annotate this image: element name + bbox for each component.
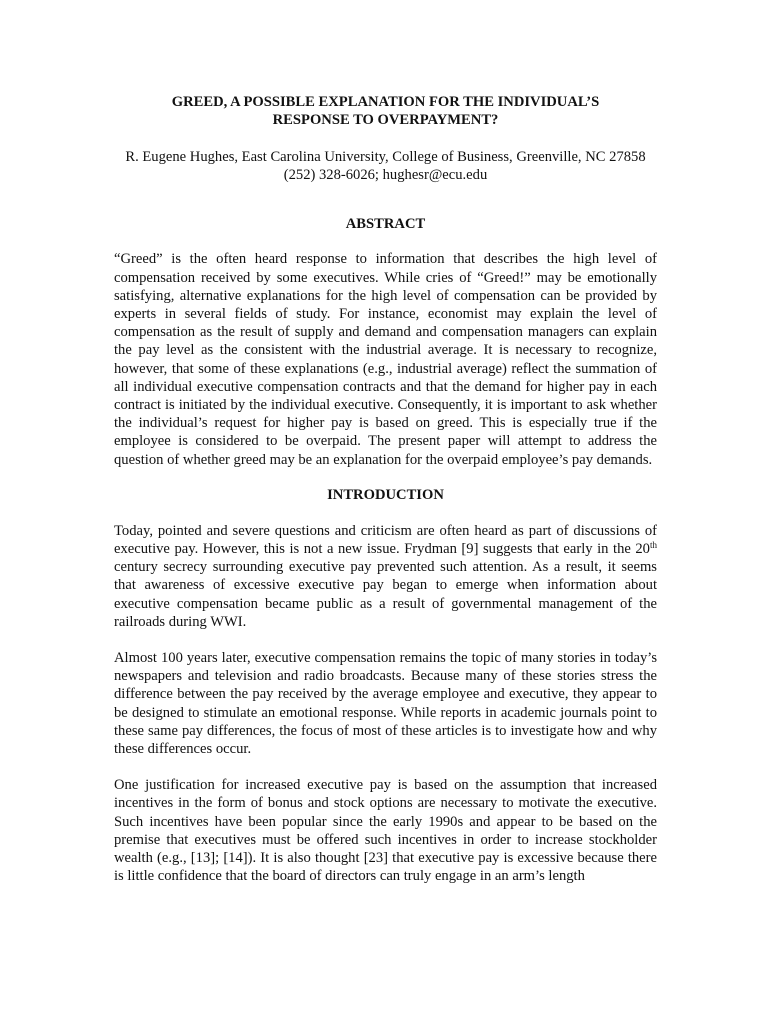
paper-title-line-1: GREED, A POSSIBLE EXPLANATION FOR THE INDIVIDUAL’S (171, 94, 600, 110)
paper-title (114, 93, 657, 129)
author-affiliation: R. Eugene Hughes, East Carolina University, College of Business, Greenville, NC 27858 (125, 149, 646, 165)
introduction-heading: INTRODUCTION (327, 486, 444, 503)
author-contact: (252) 328-6026; hughesr@ecu.edu (283, 167, 488, 184)
intro-paragraph-2: Almost 100 years later, executive compensation remains the topic of many stories in today’s newspapers and television and radio broadcasts. Because many of these stories stress the difference between the pay received by the average employee and executive, they appear to be designed to stimulate an emotional response. While reports in academic journals point to these same pay differences, the focus of most of these articles is to investigate how and why these differences occur. (114, 650, 657, 758)
intro-paragraph-3: One justification for increased executive pay is based on the assumption that increased incentives in the form of bonus and stock options are necessary to motivate the executive. Such incentives have been popular since the early 1990s and appear to be based on the premise that executives must be offered such incentives in order to increase stockholder wealth (e.g., [13]; [14]). It is also thought [23] that executive pay is excessive because there is little confidence that the board of directors can truly engage in an arm’s length (114, 777, 657, 885)
ordinal-superscript: th (649, 540, 657, 551)
paper-page (114, 93, 657, 886)
abstract-heading: ABSTRACT (345, 216, 426, 233)
abstract-paragraph: “Greed” is the often heard response to information that describes the high level of compensation received by some executives. While cries of “Greed!” may be emotionally satisfying, alternative explanations for the high level of compensation can be provided by experts in several fields of study. For instance, economist may explain the level of compensation as the result of supply and demand and compensation managers can explain the pay level as the consistent with the industrial average. It is necessary to recognize, however, that some of these explanations (e.g., industrial average) reflect the summation of all individual executive compensation contracts and that the demand for higher pay in each contract is initiated by the individual executive. Consequently, it is important to ask whether the individual’s request for higher pay is based on greed. This is especially true if the employee is considered to be overpaid. The present paper will attempt to address the question of whether greed may be an explanation for the overpaid employee’s pay demands. (114, 251, 657, 468)
intro-paragraph-1-part-a: Today, pointed and severe questions and criticism are often heard as part of discussions of executive pay. However, this is not a new issue. Frydman [9] suggests that early in the 20 (114, 522, 657, 558)
intro-paragraph-1-part-b: century secrecy surrounding executive pay prevented such attention. As a result, it seems that awareness of excessive executive pay began to emerge when information about executive compensation became public as a result of governmental management of the railroads during WWI. (114, 559, 657, 630)
author-block (114, 148, 657, 184)
paper-title-line-2: RESPONSE TO OVERPAYMENT? (272, 112, 499, 128)
intro-paragraph-1 (114, 522, 657, 631)
